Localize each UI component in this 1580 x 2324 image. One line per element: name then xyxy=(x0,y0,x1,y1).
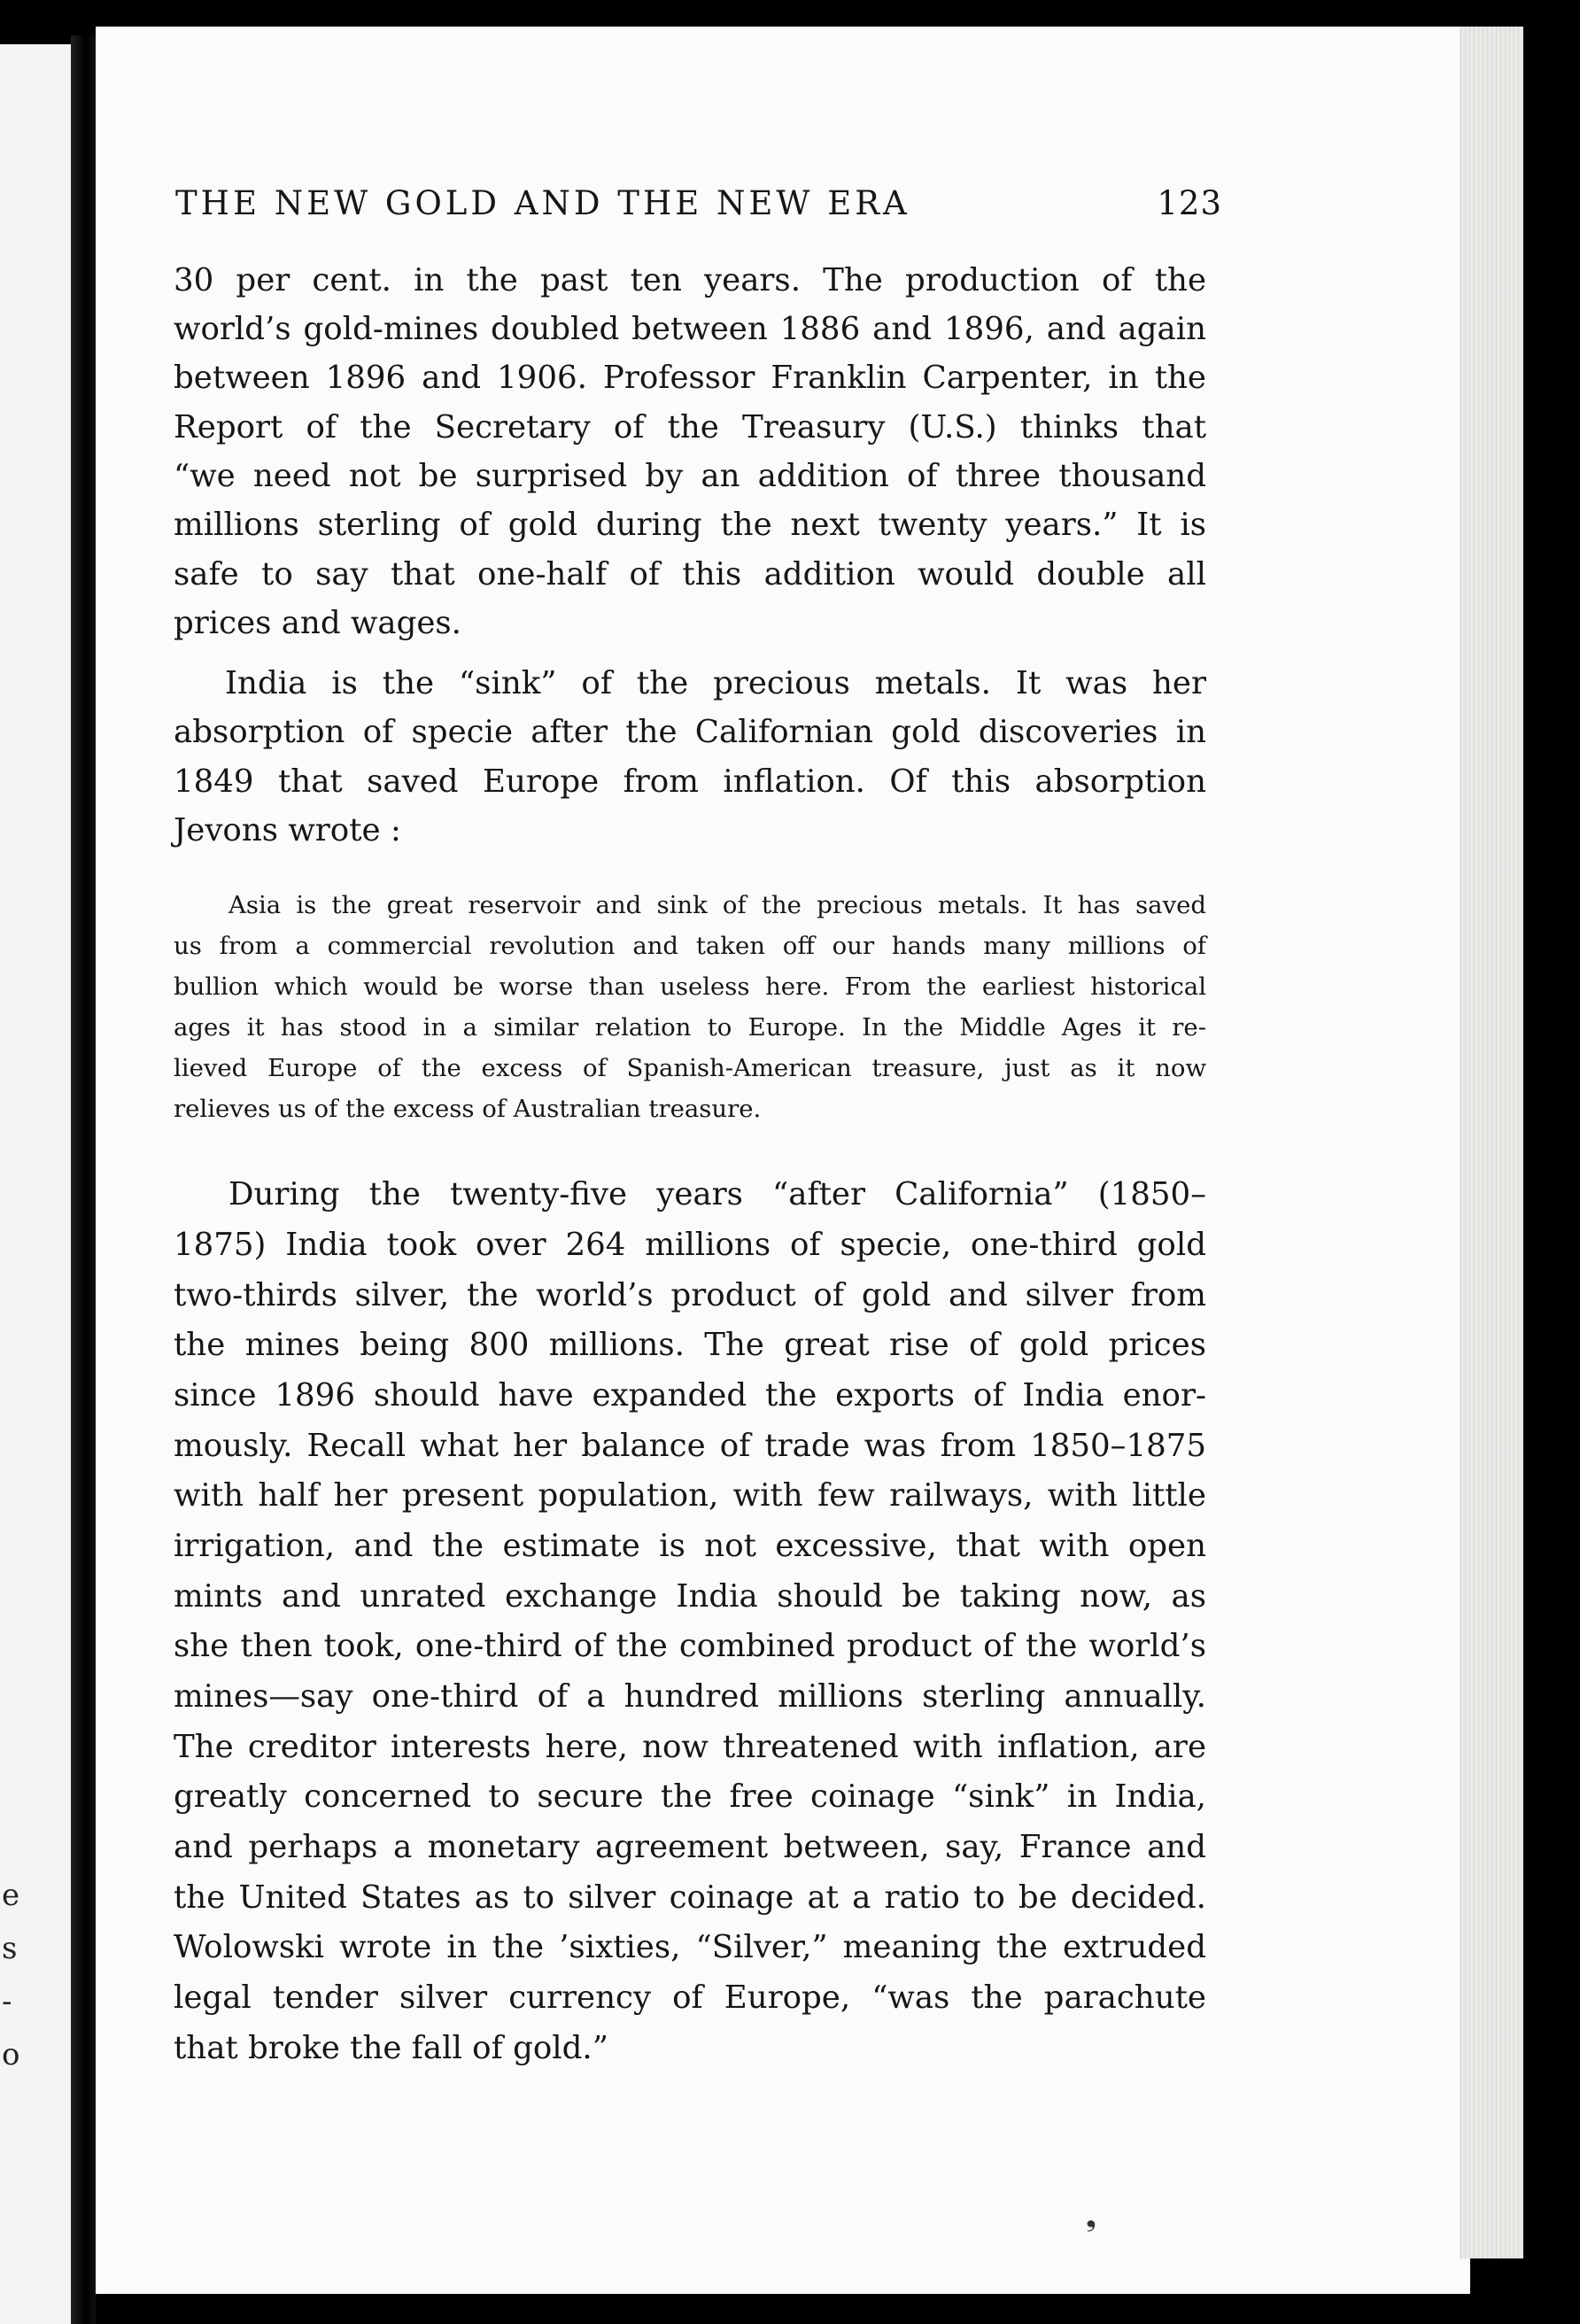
text-line: two-thirds silver, the world’s product of gold and silver from xyxy=(174,1277,1206,1313)
page-stack-edge xyxy=(1460,27,1523,2258)
facing-page-char: s xyxy=(2,1931,18,1966)
text-line: Jevons wrote : xyxy=(174,812,401,848)
text-line: Wolowski wrote in the ’sixties, “Silver,” meaning the extruded xyxy=(174,1929,1206,1965)
text-line: millions sterling of gold during the next twenty years.” It is xyxy=(174,507,1206,543)
scan-background xyxy=(96,2294,1580,2324)
text-line: that broke the fall of gold.” xyxy=(174,2030,608,2066)
text-line: Report of the Secretary of the Treasury (U.S.) thinks that xyxy=(174,409,1206,445)
text-line: and perhaps a monetary agreement between, say, France and xyxy=(174,1829,1206,1865)
quotation-line: us from a commercial revolution and taken off our hands many millions of xyxy=(174,932,1206,960)
facing-page-char: - xyxy=(2,1984,12,2019)
text-line: The creditor interests here, now threatened with inflation, are xyxy=(174,1729,1206,1765)
quotation-line: relieves us of the excess of Australian treasure. xyxy=(174,1095,762,1123)
text-line: she then took, one-third of the combined product of the world’s xyxy=(174,1628,1206,1664)
text-line: greatly concerned to secure the free coinage “sink” in India, xyxy=(174,1778,1206,1815)
text-line: world’s gold-mines doubled between 1886 and 1896, and again xyxy=(174,311,1206,347)
scan-background xyxy=(1523,0,1580,2324)
running-head-title: THE NEW GOLD AND THE NEW ERA xyxy=(175,184,910,222)
text-line: During the twenty-five years “after California” (1850– xyxy=(228,1176,1206,1212)
text-line: India is the “sink” of the precious metals. It was her xyxy=(225,665,1206,701)
text-line: safe to say that one-half of this addition would double all xyxy=(174,556,1206,593)
text-line: prices and wages. xyxy=(174,605,461,641)
text-line: 1875) India took over 264 millions of specie, one-third gold xyxy=(174,1227,1206,1263)
text-line: mously. Recall what her balance of trade was from 1850–1875 xyxy=(174,1428,1206,1464)
book-gutter xyxy=(71,35,96,2324)
facing-page-char: o xyxy=(2,2037,20,2072)
text-line: “we need not be surprised by an addition of three thousand xyxy=(174,458,1206,494)
text-line: the mines being 800 millions. The great rise of gold prices xyxy=(174,1327,1206,1363)
running-head xyxy=(175,184,1222,222)
quotation-line: lieved Europe of the excess of Spanish-American treasure, just as it now xyxy=(174,1054,1206,1082)
text-line: 30 per cent. in the past ten years. The production of the xyxy=(174,262,1206,298)
quotation-line: Asia is the great reservoir and sink of the precious metals. It has saved xyxy=(228,891,1206,919)
page-number: 123 xyxy=(1157,184,1222,222)
signature-mark: ❟ xyxy=(1086,2202,1096,2233)
text-line: irrigation, and the estimate is not excessive, that with open xyxy=(174,1528,1206,1564)
facing-page-edge xyxy=(0,44,71,2324)
text-line: 1849 that saved Europe from inflation. Of this absorption xyxy=(174,763,1206,800)
facing-page-char: e xyxy=(2,1878,20,1913)
quotation-line: bullion which would be worse than useless here. From the earliest historical xyxy=(174,972,1206,1001)
text-line: mines—say one-third of a hundred millions sterling annually. xyxy=(174,1678,1206,1715)
text-line: since 1896 should have expanded the exports of India enor- xyxy=(174,1377,1206,1414)
text-line: legal tender silver currency of Europe, “was the parachute xyxy=(174,1979,1206,2016)
quotation-line: ages it has stood in a similar relation to Europe. In the Middle Ages it re- xyxy=(174,1013,1206,1042)
text-line: mints and unrated exchange India should be taking now, as xyxy=(174,1578,1206,1615)
text-line: with half her present population, with few railways, with little xyxy=(174,1477,1206,1514)
text-line: absorption of specie after the Californian gold discoveries in xyxy=(174,714,1206,750)
text-line: the United States as to silver coinage at a ratio to be decided. xyxy=(174,1879,1206,1916)
text-line: between 1896 and 1906. Professor Franklin Carpenter, in the xyxy=(174,360,1206,396)
